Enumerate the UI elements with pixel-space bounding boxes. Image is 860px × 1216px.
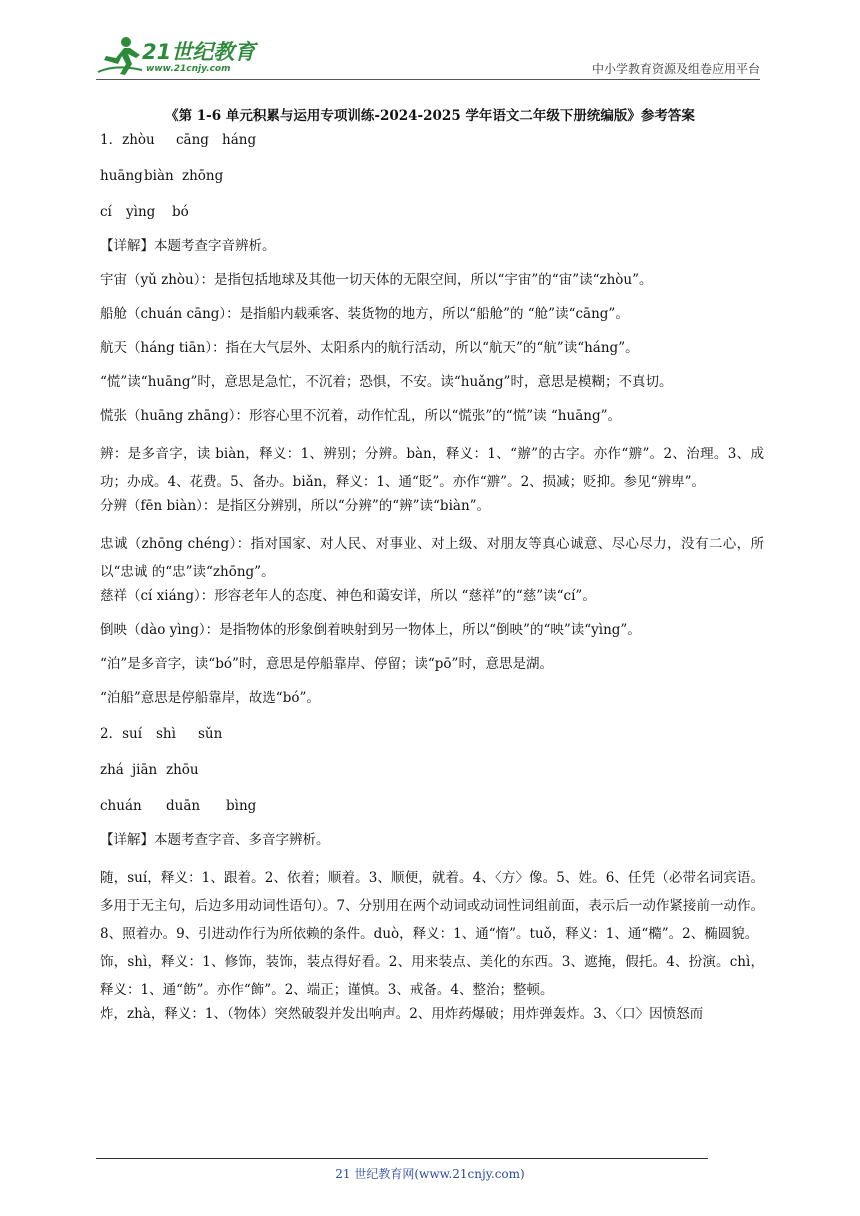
q1-item: 倒映（dào yìng）：是指物体的形象倒着映射到另一物体上，所以“倒映”的“映”读“yìng”。 [100,622,641,638]
q2-detail: 【详解】本题考查字音、多音字辨析。 [100,832,330,848]
pinyin: háng [222,132,257,148]
footer-divider [96,1158,708,1159]
pinyin: duān [166,798,201,814]
q1-pinyin-row-3 [100,200,764,236]
q1-pinyin-row-1 [100,128,764,164]
q1-item: 宇宙（yǔ zhòu）：是指包括地球及其他一切天体的无限空间，所以“宇宙”的“宙”读“zhòu”。 [100,272,653,288]
q2-item: 饰，shì，释义：1、修饰，装饰，装点得好看。2、用来装点、美化的东西。3、遮掩，假托。4、扮演。chì，释义：1、通“飭”。亦作“飾”。2、端正；谨慎。3、戒备。4、整治；整顿。 [100,954,764,998]
q1-item: 航天（háng tiān）：指在大气层外、太阳系内的航行活动，所以“航天”的“航”读“háng”。 [100,340,639,356]
pinyin: sǔn [198,726,223,742]
q2-pinyin-row-1 [100,722,764,758]
q1-item: 船舱（chuán cāng）：是指船内载乘客、装货物的地方，所以“船舱”的 “舱”读“cāng”。 [100,306,629,322]
header-divider [96,79,760,80]
q2-pinyin-row-3 [100,794,764,830]
q1-detail: 【详解】本题考查字音辨析。 [100,238,276,254]
q1-item: “泊船”意思是停船靠岸，故选“bó”。 [100,690,320,706]
pinyin: jiān [132,762,158,778]
q1-item: “慌”读“huāng”时，意思是急忙，不沉着；恐惧，不安。读“huǎng”时，意思是模糊；不真切。 [100,374,673,390]
answer-content [100,128,764,1038]
document-title: 《第 1-6 单元积累与运用专项训练-2024-2025 学年语文二年级下册统编版》参考答案 [165,108,695,124]
pinyin: bìng [226,798,257,814]
footer-text: 21 世纪教育网(www.21cnjy.com) [335,1167,525,1181]
q1-item: 辨：是多音字，读 biàn，释义：1、辨别；分辨。bàn，释义：1、“辦”的古字。亦作“辧”。2、治理。3、成功；办成。4、花费。5、备办。biǎn，释义：1、通“貶”。亦作“辧”。2、损减；贬抑。参见“辨卑”。 [100,446,764,490]
pinyin: biàn [144,168,174,184]
pinyin: zhōng [182,168,224,184]
q2-item: 随，suí，释义：1、跟着。2、依着；顺着。3、顺便，就着。4、〈方〉像。5、姓。6、任凭（必带名词宾语。多用于无主句，后边多用动词性语句）。7、分别用在两个动词或动词性词组前面，表示后一动作紧接前一动作。8、照着办。9、引进动作行为所依赖的条件。duò，释义：1、通“惰”。tuǒ，释义：1、通“橢”。2、椭圆貌。 [100,870,764,942]
pinyin: zhá [100,762,124,778]
pinyin: cí [100,204,112,220]
runner-logo-icon [96,34,144,78]
pinyin: cāng [176,132,209,148]
q2-pinyin-row-2 [100,758,764,794]
pinyin: bó [172,204,189,220]
pinyin: 2．suí [100,726,143,742]
logo [96,34,266,78]
q2-item: 炸，zhà，释义：1、（物体）突然破裂并发出响声。2、用炸药爆破；用炸弹轰炸。3、〈口〉因愤怒而 [100,1006,704,1022]
pinyin: shì [156,726,176,742]
q1-pinyin-row-2 [100,164,764,200]
pinyin: zhōu [166,762,199,778]
q1-item: 分辨（fēn biàn）：是指区分辨别，所以“分辨”的“辨”读“biàn”。 [100,498,491,514]
logo-url: www.21cnjy.com [146,64,231,74]
q1-item: 慈祥（cí xiáng）：形容老年人的态度、神色和蔼安详，所以 “慈祥”的“慈”读“cí”。 [100,588,596,604]
pinyin: yìng [126,204,156,220]
q1-item: 慌张（huāng zhāng）：形容心里不沉着，动作忙乱，所以“慌张”的“慌”读 “huāng”。 [100,408,621,424]
q1-item: “泊”是多音字，读“bó”时，意思是停船靠岸、停留；读“pō”时，意思是湖。 [100,656,553,672]
pinyin: 1．zhòu [100,132,155,148]
platform-name: 中小学教育资源及组卷应用平台 [591,62,760,76]
q1-item: 忠诚（zhōng chéng）：指对国家、对人民、对事业、对上级、对朋友等真心诚意、尽心尽力，没有二心，所以“忠诚 的“忠”读“zhōng”。 [100,536,764,580]
logo-text: 21世纪教育 [142,40,256,64]
page-header [96,30,760,80]
pinyin: huāng [100,168,143,184]
pinyin: chuán [100,798,142,814]
